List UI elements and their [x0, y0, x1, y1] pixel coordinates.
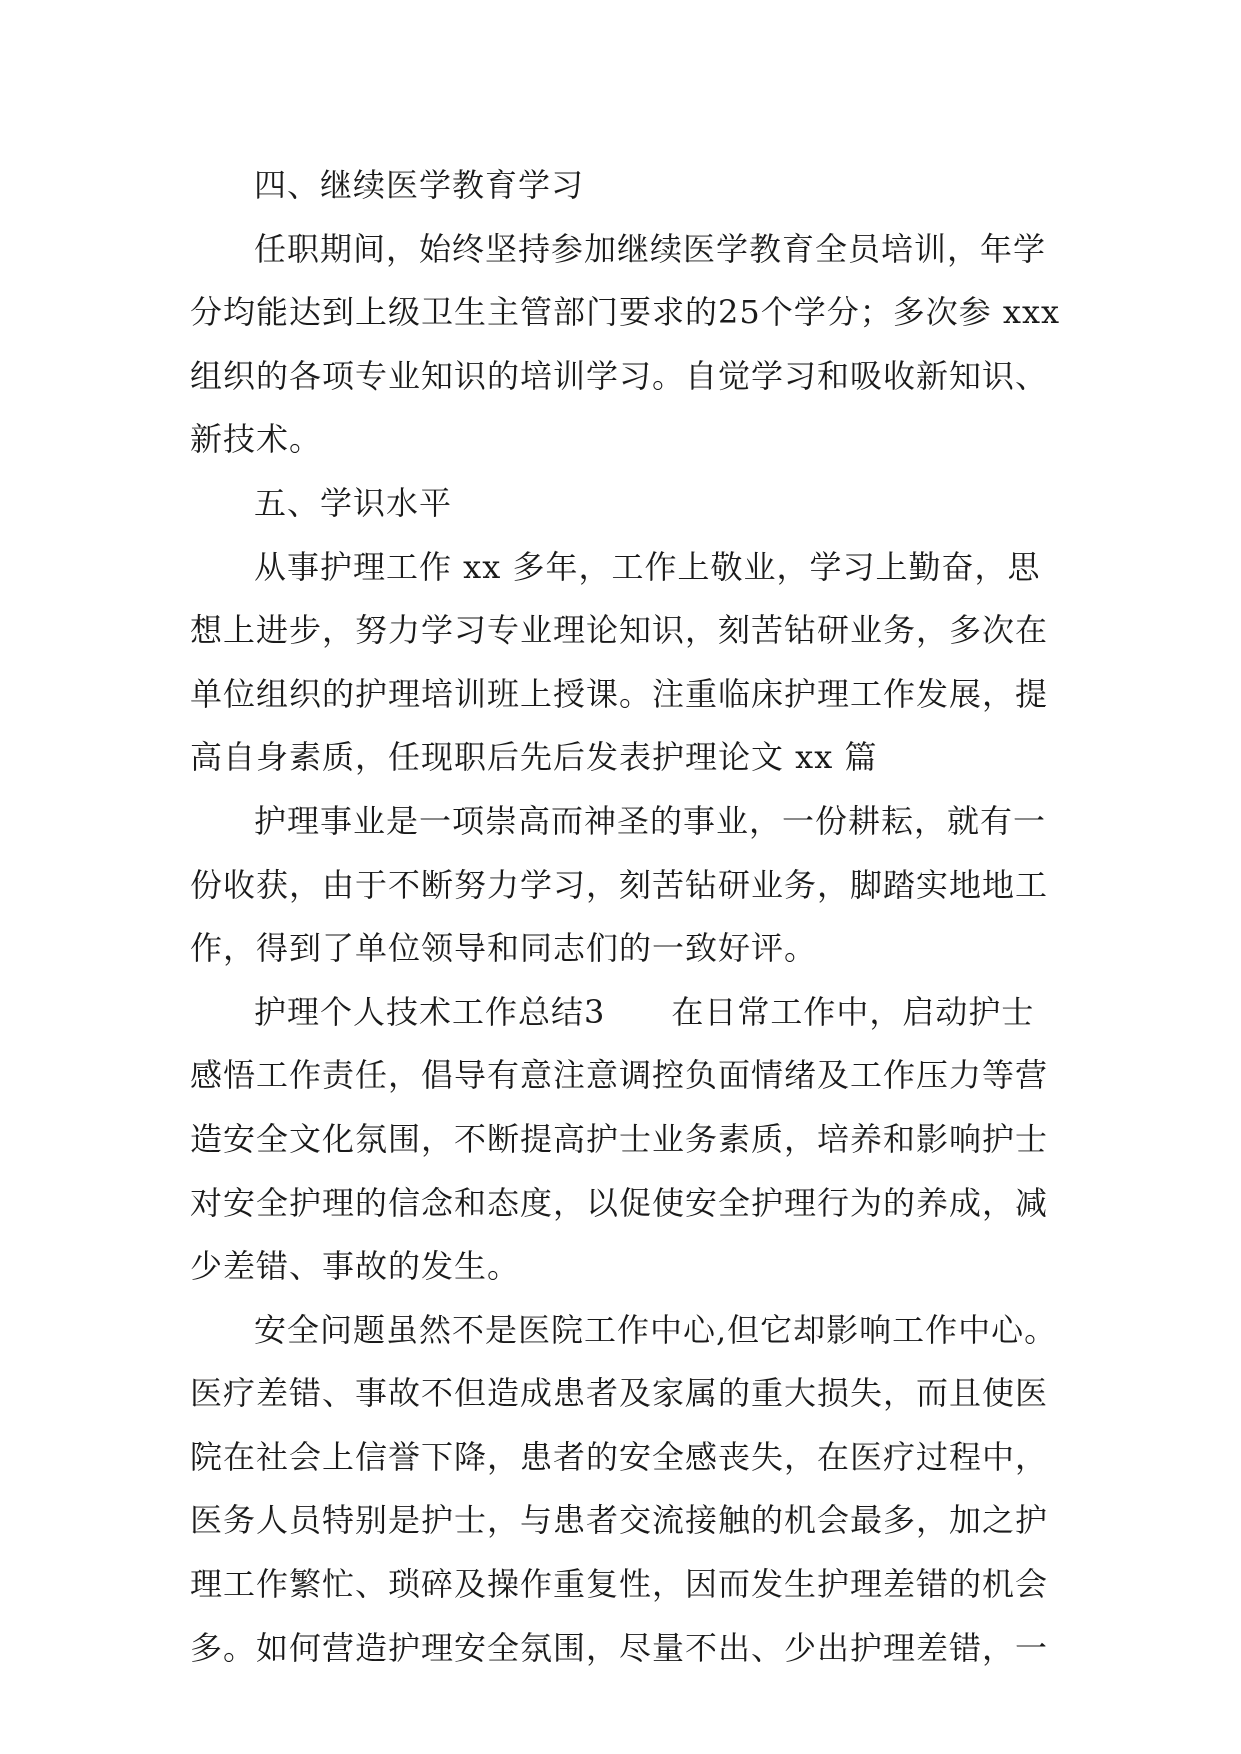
paragraph-line: 想上进步，努力学习专业理论知识，刻苦钻研业务，多次在 — [190, 611, 1049, 650]
paragraph-line: 造安全文化氛围，不断提高护士业务素质，培养和影响护士 — [190, 1119, 1049, 1158]
section-heading-continuing-education: 四、继续医学教育学习 — [254, 166, 585, 204]
paragraph-line: 单位组织的护理培训班上授课。注重临床护理工作发展，提 — [190, 674, 1049, 713]
paragraph-line: 对安全护理的信念和态度，以促使安全护理行为的养成，减 — [190, 1183, 1049, 1222]
paragraph-line: 感悟工作责任，倡导有意注意调控负面情绪及工作压力等营 — [190, 1056, 1049, 1095]
paragraph-line: 安全问题虽然不是医院工作中心,但它却影响工作中心。 — [254, 1310, 1058, 1349]
paragraph-line: 作，得到了单位领导和同志们的一致好评。 — [190, 929, 818, 968]
paragraph-line: 组织的各项专业知识的培训学习。自觉学习和吸收新知识、 — [190, 356, 1049, 395]
paragraph-line: 理工作繁忙、琐碎及操作重复性，因而发生护理差错的机会 — [190, 1565, 1049, 1604]
paragraph-line: 高自身素质，任现职后先后发表护理论文 xx 篇 — [190, 738, 878, 777]
paragraph-line: 医疗差错、事故不但造成患者及家属的重大损失，而且使医 — [190, 1374, 1049, 1413]
section-heading-academic-level: 五、学识水平 — [254, 483, 453, 522]
paragraph-line: 院在社会上信誉下降，患者的安全感丧失，在医疗过程中， — [190, 1437, 1049, 1476]
document-body — [190, 154, 1060, 1680]
paragraph-line: 多。如何营造护理安全氛围，尽量不出、少出护理差错，一 — [190, 1628, 1049, 1667]
paragraph-line: 少差错、事故的发生。 — [190, 1247, 521, 1286]
paragraph-line: 护理事业是一项崇高而神圣的事业，一份耕耘，就有一 — [254, 801, 1047, 840]
paragraph-line: 任职期间，始终坚持参加继续医学教育全员培训，年学 — [254, 229, 1047, 268]
paragraph-line: 新技术。 — [190, 420, 323, 459]
paragraph-line: 医务人员特别是护士，与患者交流接触的机会最多，加之护 — [190, 1501, 1049, 1540]
paragraph-line: 护理个人技术工作总结3 在日常工作中，启动护士 — [254, 992, 1035, 1031]
paragraph-line: 从事护理工作 xx 多年，工作上敬业，学习上勤奋，思 — [254, 547, 1041, 586]
paragraph-line: 份收获，由于不断努力学习，刻苦钻研业务，脚踏实地地工 — [190, 865, 1049, 904]
paragraph-line: 分均能达到上级卫生主管部门要求的25个学分；多次参 xxx — [190, 293, 1061, 332]
